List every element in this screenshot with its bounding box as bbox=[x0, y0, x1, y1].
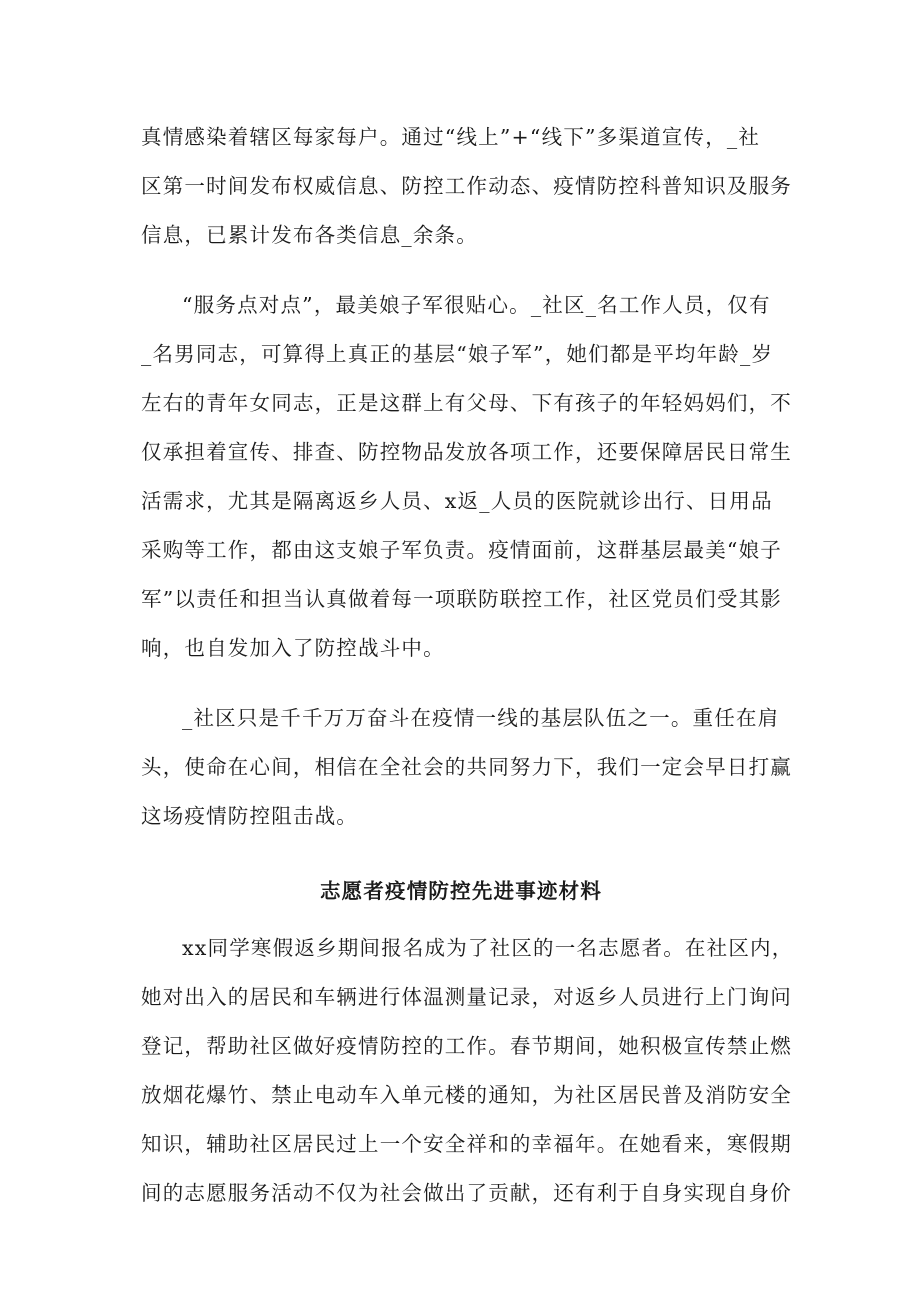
paragraph-conclusion bbox=[141, 694, 792, 841]
text-line: 放烟花爆竹、禁止电动车入单元楼的通知，为社区居民普及消防安全 bbox=[141, 1083, 792, 1107]
paragraph-gap bbox=[141, 260, 781, 281]
paragraph-women-team bbox=[141, 281, 792, 673]
text-line: 采购等工作，都由这支娘子军负责。疫情面前，这群基层最美“娘子 bbox=[141, 538, 782, 562]
text-line: 间的志愿服务活动不仅为社会做出了贡献，还有利于自身实现自身价 bbox=[141, 1181, 792, 1205]
paragraph-gap bbox=[141, 673, 781, 694]
paragraph-outreach bbox=[141, 113, 792, 260]
text-line: 仅承担着宣传、排查、防控物品发放各项工作，还要保障居民日常生 bbox=[141, 440, 792, 464]
text-line: _社区只是千千万万奋斗在疫情一线的基层队伍之一。重任在肩 bbox=[182, 706, 780, 730]
text-line: 区第一时间发布权威信息、防控工作动态、疫情防控科普知识及服务 bbox=[141, 174, 792, 198]
text-line: 知识，辅助社区居民过上一个安全祥和的幸福年。在她看来，寒假期 bbox=[141, 1132, 792, 1156]
text-line: 响，也自发加入了防控战斗中。 bbox=[141, 636, 445, 660]
paragraph-volunteer bbox=[141, 924, 794, 1218]
text-line: xx同学寒假返乡期间报名成为了社区的一名志愿者。在社区内， bbox=[182, 936, 794, 960]
text-line: _名男同志，可算得上真正的基层“娘子军”，她们都是平均年龄_岁 bbox=[141, 342, 774, 366]
text-line: 活需求，尤其是隔离返乡人员、x返_人员的医院就诊出行、日用品 bbox=[141, 489, 773, 513]
document-body bbox=[141, 113, 794, 1218]
text-line: 信息，已累计发布各类信息_余条。 bbox=[141, 223, 478, 247]
text-line: 登记，帮助社区做好疫情防控的工作。春节期间，她积极宣传禁止燃 bbox=[141, 1034, 792, 1058]
text-line: 头，使命在心间，相信在全社会的共同努力下，我们一定会早日打赢 bbox=[141, 755, 792, 779]
text-line: 真情感染着辖区每家每户。通过“线上”+“线下”多渠道宣传，_社 bbox=[141, 125, 761, 149]
text-line: 左右的青年女同志，正是这群上有父母、下有孩子的年轻妈妈们，不 bbox=[141, 391, 792, 415]
paragraph-gap bbox=[141, 841, 781, 862]
text-line: 她对出入的居民和车辆进行体温测量记录，对返乡人员进行上门询问 bbox=[141, 985, 792, 1009]
text-line: “服务点对点”，最美娘子军很贴心。_社区_名工作人员，仅有 bbox=[182, 293, 771, 317]
section-title: 志愿者疫情防控先进事迹材料 bbox=[319, 879, 603, 903]
text-line: 这场疫情防控阻击战。 bbox=[141, 804, 358, 828]
text-line: 军”以责任和担当认真做着每一项联防联控工作，社区党员们受其影 bbox=[141, 587, 782, 611]
